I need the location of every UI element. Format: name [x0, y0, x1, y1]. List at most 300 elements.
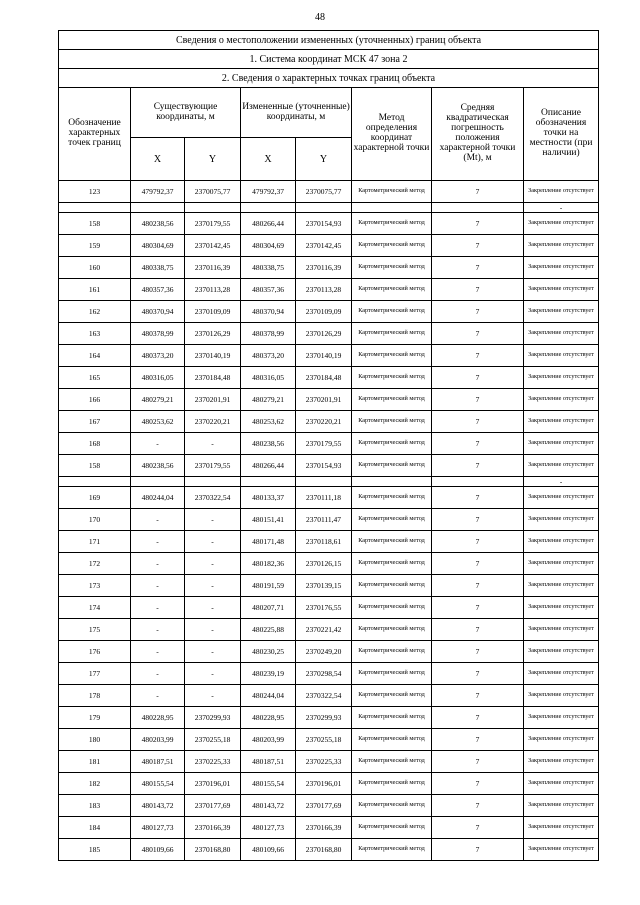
existing-x-cell: 480279,21 [131, 389, 185, 411]
header-changed-x: X [241, 138, 296, 181]
empty-cell [296, 203, 352, 213]
accuracy-cell: 7 [432, 795, 524, 817]
table-row [59, 235, 599, 257]
changed-y-cell: 2370201,91 [296, 389, 352, 411]
empty-cell [241, 203, 296, 213]
method-cell: Картометрический метод [352, 685, 432, 707]
separator-row [59, 477, 599, 487]
existing-x-cell: - [131, 433, 185, 455]
empty-cell [432, 477, 524, 487]
existing-x-cell: 480143,72 [131, 795, 185, 817]
page-number: 48 [315, 12, 325, 23]
changed-y-cell: 2370113,28 [296, 279, 352, 301]
changed-x-cell: 480151,41 [241, 509, 296, 531]
existing-y-cell: 2370299,93 [185, 707, 241, 729]
method-cell: Картометрический метод [352, 411, 432, 433]
method-cell: Картометрический метод [352, 597, 432, 619]
method-cell: Картометрический метод [352, 553, 432, 575]
description-cell: Закрепление отсутствует [524, 795, 599, 817]
empty-cell [185, 477, 241, 487]
description-cell: Закрепление отсутствует [524, 487, 599, 509]
header-accuracy: Средняя квадратическая погрешность положения характерной точки (Mt), м [432, 88, 524, 181]
existing-x-cell: - [131, 641, 185, 663]
existing-y-cell: 2370075,77 [185, 181, 241, 203]
method-cell: Картометрический метод [352, 323, 432, 345]
changed-y-cell: 2370126,29 [296, 323, 352, 345]
changed-y-cell: 2370322,54 [296, 685, 352, 707]
changed-x-cell: 480143,72 [241, 795, 296, 817]
accuracy-cell: 7 [432, 301, 524, 323]
existing-x-cell: 480253,62 [131, 411, 185, 433]
separator-cell: - [524, 477, 599, 487]
existing-y-cell: - [185, 619, 241, 641]
point-id-cell: 164 [59, 345, 131, 367]
changed-x-cell: 480109,66 [241, 839, 296, 861]
changed-x-cell: 480357,36 [241, 279, 296, 301]
table-row [59, 279, 599, 301]
table-row [59, 575, 599, 597]
changed-x-cell: 480171,48 [241, 531, 296, 553]
existing-x-cell: 480228,95 [131, 707, 185, 729]
changed-x-cell: 480225,88 [241, 619, 296, 641]
existing-x-cell: 480338,75 [131, 257, 185, 279]
method-cell: Картометрический метод [352, 181, 432, 203]
changed-y-cell: 2370176,55 [296, 597, 352, 619]
changed-y-cell: 2370142,45 [296, 235, 352, 257]
changed-y-cell: 2370168,80 [296, 839, 352, 861]
existing-x-cell: 480109,66 [131, 839, 185, 861]
table-row [59, 181, 599, 203]
header-changed-y: Y [296, 138, 352, 181]
existing-x-cell: 480244,04 [131, 487, 185, 509]
existing-y-cell: - [185, 433, 241, 455]
table-row [59, 455, 599, 477]
changed-y-cell: 2370255,18 [296, 729, 352, 751]
changed-x-cell: 480266,44 [241, 213, 296, 235]
changed-y-cell: 2370179,55 [296, 433, 352, 455]
section-title: 2. Сведения о характерных точках границ объекта [59, 69, 599, 88]
existing-y-cell: 2370166,39 [185, 817, 241, 839]
point-id-cell: 123 [59, 181, 131, 203]
empty-cell [432, 203, 524, 213]
changed-x-cell: 479792,37 [241, 181, 296, 203]
changed-x-cell: 480230,25 [241, 641, 296, 663]
header-changed: Измененные (уточненные) координаты, м [241, 88, 352, 138]
changed-x-cell: 480304,69 [241, 235, 296, 257]
table-row [59, 213, 599, 235]
table-row [59, 773, 599, 795]
existing-x-cell: - [131, 575, 185, 597]
existing-y-cell: 2370168,80 [185, 839, 241, 861]
empty-cell [352, 477, 432, 487]
point-id-cell: 168 [59, 433, 131, 455]
existing-y-cell: 2370322,54 [185, 487, 241, 509]
description-cell: Закрепление отсутствует [524, 685, 599, 707]
accuracy-cell: 7 [432, 641, 524, 663]
changed-y-cell: 2370298,54 [296, 663, 352, 685]
empty-cell [59, 203, 131, 213]
description-cell: Закрепление отсутствует [524, 213, 599, 235]
changed-y-cell: 2370184,48 [296, 367, 352, 389]
method-cell: Картометрический метод [352, 487, 432, 509]
accuracy-cell: 7 [432, 707, 524, 729]
description-cell: Закрепление отсутствует [524, 707, 599, 729]
method-cell: Картометрический метод [352, 367, 432, 389]
accuracy-cell: 7 [432, 323, 524, 345]
accuracy-cell: 7 [432, 619, 524, 641]
table-row [59, 795, 599, 817]
point-id-cell: 176 [59, 641, 131, 663]
existing-x-cell: - [131, 685, 185, 707]
changed-x-cell: 480238,56 [241, 433, 296, 455]
accuracy-cell: 7 [432, 213, 524, 235]
changed-x-cell: 480253,62 [241, 411, 296, 433]
accuracy-cell: 7 [432, 839, 524, 861]
description-cell: Закрепление отсутствует [524, 455, 599, 477]
table-row [59, 729, 599, 751]
changed-y-cell: 2370225,33 [296, 751, 352, 773]
header-description: Описание обозначения точки на местности (при наличии) [524, 88, 599, 181]
header-existing-x: X [131, 138, 185, 181]
existing-y-cell: 2370255,18 [185, 729, 241, 751]
existing-y-cell: 2370109,09 [185, 301, 241, 323]
point-id-cell: 184 [59, 817, 131, 839]
point-id-cell: 179 [59, 707, 131, 729]
existing-y-cell: 2370220,21 [185, 411, 241, 433]
table-row [59, 597, 599, 619]
table-row [59, 839, 599, 861]
header-existing: Существующие координаты, м [131, 88, 241, 138]
changed-y-cell: 2370166,39 [296, 817, 352, 839]
existing-y-cell: 2370142,45 [185, 235, 241, 257]
description-cell: Закрепление отсутствует [524, 663, 599, 685]
description-cell: Закрепление отсутствует [524, 433, 599, 455]
method-cell: Картометрический метод [352, 663, 432, 685]
existing-x-cell: 480370,94 [131, 301, 185, 323]
table-row [59, 367, 599, 389]
existing-y-cell: 2370177,69 [185, 795, 241, 817]
method-cell: Картометрический метод [352, 433, 432, 455]
accuracy-cell: 7 [432, 751, 524, 773]
method-cell: Картометрический метод [352, 795, 432, 817]
changed-x-cell: 480244,04 [241, 685, 296, 707]
accuracy-cell: 7 [432, 663, 524, 685]
changed-x-cell: 480378,99 [241, 323, 296, 345]
description-cell: Закрепление отсутствует [524, 619, 599, 641]
accuracy-cell: 7 [432, 411, 524, 433]
method-cell: Картометрический метод [352, 257, 432, 279]
point-id-cell: 167 [59, 411, 131, 433]
changed-y-cell: 2370249,20 [296, 641, 352, 663]
point-id-cell: 180 [59, 729, 131, 751]
changed-x-cell: 480133,37 [241, 487, 296, 509]
changed-y-cell: 2370196,01 [296, 773, 352, 795]
existing-y-cell: - [185, 641, 241, 663]
accuracy-cell: 7 [432, 509, 524, 531]
existing-x-cell: - [131, 663, 185, 685]
point-id-cell: 174 [59, 597, 131, 619]
method-cell: Картометрический метод [352, 575, 432, 597]
changed-x-cell: 480266,44 [241, 455, 296, 477]
changed-x-cell: 480228,95 [241, 707, 296, 729]
point-id-cell: 183 [59, 795, 131, 817]
accuracy-cell: 7 [432, 345, 524, 367]
changed-y-cell: 2370126,15 [296, 553, 352, 575]
accuracy-cell: 7 [432, 367, 524, 389]
table-row [59, 663, 599, 685]
method-cell: Картометрический метод [352, 301, 432, 323]
description-cell: Закрепление отсутствует [524, 729, 599, 751]
existing-y-cell: 2370196,01 [185, 773, 241, 795]
accuracy-cell: 7 [432, 279, 524, 301]
existing-x-cell: 480203,99 [131, 729, 185, 751]
existing-y-cell: - [185, 509, 241, 531]
point-id-cell: 159 [59, 235, 131, 257]
method-cell: Картометрический метод [352, 817, 432, 839]
method-cell: Картометрический метод [352, 773, 432, 795]
existing-x-cell: 480378,99 [131, 323, 185, 345]
changed-y-cell: 2370111,47 [296, 509, 352, 531]
point-id-cell: 173 [59, 575, 131, 597]
accuracy-cell: 7 [432, 487, 524, 509]
changed-x-cell: 480127,73 [241, 817, 296, 839]
separator-cell: - [524, 203, 599, 213]
changed-x-cell: 480316,05 [241, 367, 296, 389]
existing-x-cell: - [131, 553, 185, 575]
table-row [59, 707, 599, 729]
description-cell: Закрепление отсутствует [524, 345, 599, 367]
changed-x-cell: 480191,59 [241, 575, 296, 597]
point-id-cell: 185 [59, 839, 131, 861]
existing-y-cell: 2370116,39 [185, 257, 241, 279]
existing-x-cell: 480373,20 [131, 345, 185, 367]
point-id-cell: 163 [59, 323, 131, 345]
point-id-cell: 160 [59, 257, 131, 279]
separator-row [59, 203, 599, 213]
description-cell: Закрепление отсутствует [524, 773, 599, 795]
method-cell: Картометрический метод [352, 509, 432, 531]
method-cell: Картометрический метод [352, 641, 432, 663]
table-row [59, 751, 599, 773]
accuracy-cell: 7 [432, 235, 524, 257]
method-cell: Картометрический метод [352, 839, 432, 861]
existing-x-cell: 480357,36 [131, 279, 185, 301]
changed-y-cell: 2370299,93 [296, 707, 352, 729]
table-row [59, 685, 599, 707]
accuracy-cell: 7 [432, 817, 524, 839]
point-id-cell: 170 [59, 509, 131, 531]
table-row [59, 817, 599, 839]
existing-y-cell: 2370126,29 [185, 323, 241, 345]
description-cell: Закрепление отсутствует [524, 641, 599, 663]
description-cell: Закрепление отсутствует [524, 509, 599, 531]
existing-x-cell: 480187,51 [131, 751, 185, 773]
accuracy-cell: 7 [432, 729, 524, 751]
accuracy-cell: 7 [432, 531, 524, 553]
existing-x-cell: - [131, 597, 185, 619]
header-method: Метод определения координат характерной точки [352, 88, 432, 181]
changed-y-cell: 2370177,69 [296, 795, 352, 817]
empty-cell [352, 203, 432, 213]
changed-x-cell: 480182,36 [241, 553, 296, 575]
table-row [59, 345, 599, 367]
point-id-cell: 166 [59, 389, 131, 411]
changed-x-cell: 480370,94 [241, 301, 296, 323]
changed-y-cell: 2370220,21 [296, 411, 352, 433]
changed-y-cell: 2370116,39 [296, 257, 352, 279]
description-cell: Закрепление отсутствует [524, 575, 599, 597]
description-cell: Закрепление отсутствует [524, 323, 599, 345]
changed-y-cell: 2370111,18 [296, 487, 352, 509]
existing-x-cell: 480238,56 [131, 213, 185, 235]
empty-cell [296, 477, 352, 487]
accuracy-cell: 7 [432, 389, 524, 411]
existing-y-cell: 2370179,55 [185, 213, 241, 235]
point-id-cell: 181 [59, 751, 131, 773]
method-cell: Картометрический метод [352, 235, 432, 257]
point-id-cell: 158 [59, 213, 131, 235]
existing-x-cell: - [131, 619, 185, 641]
existing-y-cell: - [185, 553, 241, 575]
existing-y-cell: 2370184,48 [185, 367, 241, 389]
changed-y-cell: 2370075,77 [296, 181, 352, 203]
existing-y-cell: 2370113,28 [185, 279, 241, 301]
description-cell: Закрепление отсутствует [524, 751, 599, 773]
table-row [59, 487, 599, 509]
method-cell: Картометрический метод [352, 389, 432, 411]
empty-cell [185, 203, 241, 213]
description-cell: Закрепление отсутствует [524, 839, 599, 861]
changed-x-cell: 480338,75 [241, 257, 296, 279]
point-id-cell: 178 [59, 685, 131, 707]
existing-x-cell: 480155,54 [131, 773, 185, 795]
existing-x-cell: - [131, 509, 185, 531]
method-cell: Картометрический метод [352, 455, 432, 477]
accuracy-cell: 7 [432, 685, 524, 707]
point-id-cell: 165 [59, 367, 131, 389]
description-cell: Закрепление отсутствует [524, 257, 599, 279]
method-cell: Картометрический метод [352, 619, 432, 641]
accuracy-cell: 7 [432, 597, 524, 619]
existing-x-cell: 480316,05 [131, 367, 185, 389]
point-id-cell: 175 [59, 619, 131, 641]
method-cell: Картометрический метод [352, 345, 432, 367]
accuracy-cell: 7 [432, 575, 524, 597]
existing-x-cell: 480304,69 [131, 235, 185, 257]
method-cell: Картометрический метод [352, 729, 432, 751]
point-id-cell: 182 [59, 773, 131, 795]
existing-y-cell: 2370140,19 [185, 345, 241, 367]
changed-y-cell: 2370154,93 [296, 213, 352, 235]
changed-x-cell: 480207,71 [241, 597, 296, 619]
accuracy-cell: 7 [432, 553, 524, 575]
existing-x-cell: 480238,56 [131, 455, 185, 477]
changed-x-cell: 480239,19 [241, 663, 296, 685]
existing-y-cell: 2370225,33 [185, 751, 241, 773]
description-cell: Закрепление отсутствует [524, 235, 599, 257]
description-cell: Закрепление отсутствует [524, 181, 599, 203]
method-cell: Картометрический метод [352, 531, 432, 553]
description-cell: Закрепление отсутствует [524, 279, 599, 301]
point-id-cell: 162 [59, 301, 131, 323]
accuracy-cell: 7 [432, 433, 524, 455]
changed-y-cell: 2370221,42 [296, 619, 352, 641]
description-cell: Закрепление отсутствует [524, 597, 599, 619]
table-row [59, 553, 599, 575]
changed-y-cell: 2370154,93 [296, 455, 352, 477]
table-row [59, 619, 599, 641]
existing-y-cell: - [185, 663, 241, 685]
changed-x-cell: 480279,21 [241, 389, 296, 411]
changed-x-cell: 480373,20 [241, 345, 296, 367]
existing-x-cell: - [131, 531, 185, 553]
table-body [59, 181, 599, 861]
existing-y-cell: - [185, 685, 241, 707]
method-cell: Картометрический метод [352, 279, 432, 301]
changed-x-cell: 480155,54 [241, 773, 296, 795]
point-id-cell: 169 [59, 487, 131, 509]
empty-cell [131, 203, 185, 213]
header-point: Обозначение характерных точек границ [59, 88, 131, 181]
existing-y-cell: - [185, 597, 241, 619]
existing-x-cell: 480127,73 [131, 817, 185, 839]
method-cell: Картометрический метод [352, 751, 432, 773]
accuracy-cell: 7 [432, 455, 524, 477]
table-row [59, 433, 599, 455]
description-cell: Закрепление отсутствует [524, 301, 599, 323]
table-row [59, 531, 599, 553]
changed-y-cell: 2370140,19 [296, 345, 352, 367]
changed-x-cell: 480187,51 [241, 751, 296, 773]
header-existing-y: Y [185, 138, 241, 181]
existing-y-cell: 2370201,91 [185, 389, 241, 411]
description-cell: Закрепление отсутствует [524, 367, 599, 389]
changed-x-cell: 480203,99 [241, 729, 296, 751]
point-id-cell: 172 [59, 553, 131, 575]
point-id-cell: 158 [59, 455, 131, 477]
accuracy-cell: 7 [432, 257, 524, 279]
point-id-cell: 171 [59, 531, 131, 553]
changed-y-cell: 2370139,15 [296, 575, 352, 597]
method-cell: Картометрический метод [352, 707, 432, 729]
description-cell: Закрепление отсутствует [524, 389, 599, 411]
description-cell: Закрепление отсутствует [524, 817, 599, 839]
empty-cell [241, 477, 296, 487]
table-row [59, 641, 599, 663]
changed-y-cell: 2370109,09 [296, 301, 352, 323]
accuracy-cell: 7 [432, 181, 524, 203]
accuracy-cell: 7 [432, 773, 524, 795]
existing-y-cell: - [185, 531, 241, 553]
existing-y-cell: - [185, 575, 241, 597]
coordinates-table [58, 30, 599, 861]
empty-cell [59, 477, 131, 487]
table-title: Сведения о местоположении измененных (уточненных) границ объекта [59, 31, 599, 50]
table-row [59, 411, 599, 433]
existing-y-cell: 2370179,55 [185, 455, 241, 477]
table-row [59, 323, 599, 345]
table-row [59, 509, 599, 531]
table-row [59, 257, 599, 279]
description-cell: Закрепление отсутствует [524, 411, 599, 433]
existing-x-cell: 479792,37 [131, 181, 185, 203]
point-id-cell: 161 [59, 279, 131, 301]
table-row [59, 301, 599, 323]
description-cell: Закрепление отсутствует [524, 531, 599, 553]
point-id-cell: 177 [59, 663, 131, 685]
table-row [59, 389, 599, 411]
description-cell: Закрепление отсутствует [524, 553, 599, 575]
